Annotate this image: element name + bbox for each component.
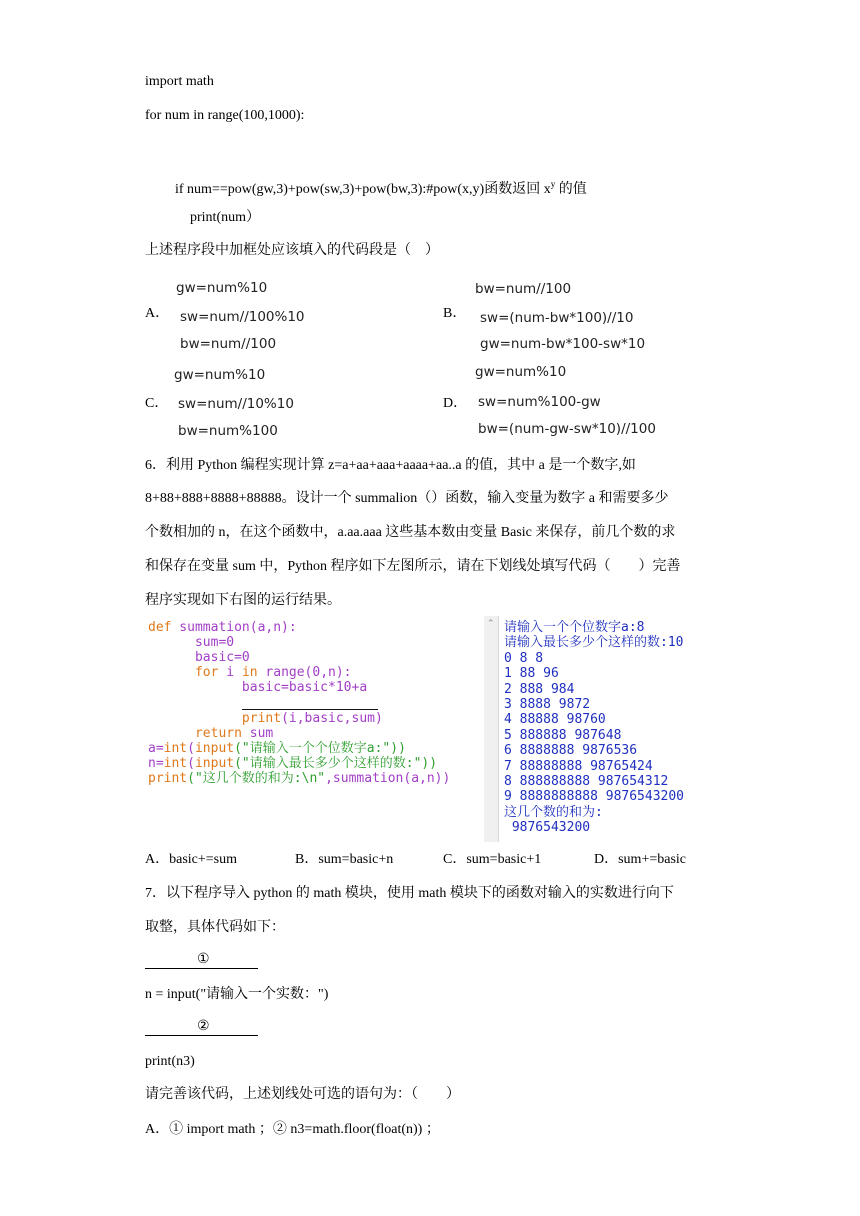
keyword-input: input bbox=[194, 741, 235, 756]
code-fill-blank bbox=[242, 709, 378, 710]
code-input-n bbox=[148, 756, 437, 771]
q6-option-a: A．basic+=sum bbox=[145, 852, 238, 867]
option-d-label: D． bbox=[443, 396, 468, 411]
run-output-figure bbox=[484, 616, 734, 842]
code-for-line bbox=[148, 665, 352, 680]
keyword-int: int bbox=[163, 741, 188, 756]
run-output-line: 4 88888 98760 bbox=[504, 712, 606, 728]
q7-code-print: print(n3) bbox=[145, 1054, 195, 1069]
code-print-result bbox=[148, 771, 450, 786]
code-string: ("这几个数的和为:\n" bbox=[187, 771, 326, 786]
code-print-args: (i,basic,sum) bbox=[281, 711, 383, 726]
keyword-input: input bbox=[194, 756, 235, 771]
option-d-line3: bw=(num-gw-sw*10)//100 bbox=[478, 421, 656, 437]
q6-option-b: B．sum=basic+n bbox=[295, 852, 394, 867]
keyword-print: print bbox=[148, 771, 188, 786]
code-def-rest: summation(a,n): bbox=[171, 620, 297, 635]
q6-line-3: 个数相加的 n，在这个函数中，a.aa.aaa 这些基本数由变量 Basic 来保存，前几个数的求 bbox=[145, 525, 676, 540]
q6-line-5: 程序实现如下右图的运行结果。 bbox=[145, 593, 341, 608]
code-return-value: sum bbox=[241, 726, 274, 741]
option-b-label: B． bbox=[443, 306, 467, 321]
q7-line-1: 7．以下程序导入 python 的 math 模块，使用 math 模块下的函数对输入的实数进行向下 bbox=[145, 886, 674, 901]
keyword-def: def bbox=[148, 620, 172, 635]
option-d-line2: sw=num%100-gw bbox=[478, 394, 601, 410]
code-line-import: import math bbox=[145, 74, 214, 89]
q5-stem: 上述程序段中加框处应该填入的代码段是（ ） bbox=[145, 243, 439, 258]
code-sum-init: sum=0 bbox=[148, 635, 235, 650]
option-a-line2: sw=num//100%10 bbox=[180, 309, 305, 325]
run-output-line: 9 8888888888 9876543200 bbox=[504, 789, 685, 805]
code-line-print: print(num） bbox=[190, 210, 260, 225]
code-input-a bbox=[148, 741, 406, 756]
q7-stem: 请完善该代码，上述划线处可选的语句为：（ ） bbox=[145, 1087, 460, 1102]
keyword-int: int bbox=[163, 756, 188, 771]
option-a-line1: gw=num%10 bbox=[176, 280, 268, 296]
keyword-return: return bbox=[148, 726, 242, 741]
option-c-line3: bw=num%100 bbox=[178, 423, 278, 439]
run-output-line: 2 888 984 bbox=[504, 681, 575, 697]
run-output-line: 请输入一个个位数字a:8 bbox=[504, 620, 645, 635]
option-b-line2: sw=(num-bw*100)//10 bbox=[480, 310, 634, 326]
q7-option-a: A．① import math ；② n3=math.floor(float(n)) ； bbox=[145, 1122, 440, 1137]
option-b-line1: bw=num//100 bbox=[475, 281, 572, 297]
code-var-n: n= bbox=[148, 756, 164, 771]
q6-line-2: 8+88+888+8888+88888。设计一个 summalion（）函数，输入变量为数字 a 和需要多少 bbox=[145, 491, 669, 506]
option-a-line3: bw=num//100 bbox=[180, 336, 277, 352]
code-var-a: a= bbox=[148, 741, 164, 756]
code-line-for: for num in range(100,1000): bbox=[145, 108, 305, 123]
run-output-line: 1 88 96 bbox=[504, 666, 559, 682]
code-range: range(0,n): bbox=[257, 665, 352, 680]
blank-1-marker: ① bbox=[197, 952, 210, 967]
run-output-line: 7 88888888 98765424 bbox=[504, 758, 653, 774]
code-for-var: i bbox=[218, 665, 242, 680]
superscript-y: y bbox=[550, 179, 556, 189]
run-output-line: 6 8888888 9876536 bbox=[504, 743, 638, 759]
code-line-if bbox=[175, 174, 587, 200]
code-basic-update: basic=basic*10+a bbox=[148, 680, 368, 695]
option-b-line3: gw=num-bw*100-sw*10 bbox=[480, 336, 646, 352]
code-print-line bbox=[148, 711, 383, 726]
q7-code-input: n = input("请输入一个实数：") bbox=[145, 987, 329, 1002]
run-output-line: 这几个数的和为: bbox=[504, 804, 603, 820]
code-string: ("请输入一个个位数字a:")) bbox=[234, 741, 406, 756]
q6-option-c: C．sum=basic+1 bbox=[443, 852, 542, 867]
output-gutter bbox=[484, 616, 499, 842]
code-return-line bbox=[148, 726, 273, 741]
keyword-in: in bbox=[241, 665, 258, 680]
code-def-line bbox=[148, 620, 297, 635]
run-output-line: 9876543200 bbox=[504, 820, 591, 836]
code-call: ,summation(a,n)) bbox=[325, 771, 451, 786]
keyword-for: for bbox=[148, 665, 219, 680]
option-a-label: A． bbox=[145, 306, 170, 321]
keyword-print: print bbox=[148, 711, 282, 726]
option-c-line1: gw=num%10 bbox=[174, 367, 266, 383]
run-output-line: 8 888888888 987654312 bbox=[504, 774, 669, 789]
run-output-line: 5 888888 987648 bbox=[504, 727, 622, 743]
code-paren: ( bbox=[187, 756, 195, 771]
code-string: ("请输入最长多少个这样的数:")) bbox=[234, 756, 438, 771]
run-output-line: 3 8888 9872 bbox=[504, 697, 591, 712]
q6-line-4: 和保存在变量 sum 中，Python 程序如下左图所示，请在下划线处填写代码（ ）完善 bbox=[145, 559, 681, 574]
option-c-label: C． bbox=[145, 396, 169, 411]
run-output-line: 0 8 8 bbox=[504, 650, 544, 666]
scroll-up-arrow-icon: ⌃ bbox=[487, 619, 495, 629]
code-basic-init: basic=0 bbox=[148, 650, 250, 665]
blank-2-marker: ② bbox=[197, 1019, 210, 1034]
q7-line-2: 取整，具体代码如下： bbox=[145, 920, 285, 935]
q6-option-d: D．sum+=basic bbox=[594, 852, 687, 867]
code-line-if-tail: 的值 bbox=[555, 182, 587, 197]
code-figure bbox=[146, 616, 484, 796]
code-paren: ( bbox=[187, 741, 195, 756]
q6-line-1: 6．利用 Python 编程实现计算 z=a+aa+aaa+aaaa+aa..a 的值，其中 a 是一个数字,如 bbox=[145, 458, 636, 473]
code-line-if-main: if num==pow(gw,3)+pow(sw,3)+pow(bw,3):#pow(x,y)函数返回 x bbox=[175, 182, 551, 197]
option-c-line2: sw=num//10%10 bbox=[178, 396, 294, 412]
run-output-line: 请输入最长多少个这样的数:10 bbox=[504, 635, 684, 651]
option-d-line1: gw=num%10 bbox=[475, 364, 567, 380]
